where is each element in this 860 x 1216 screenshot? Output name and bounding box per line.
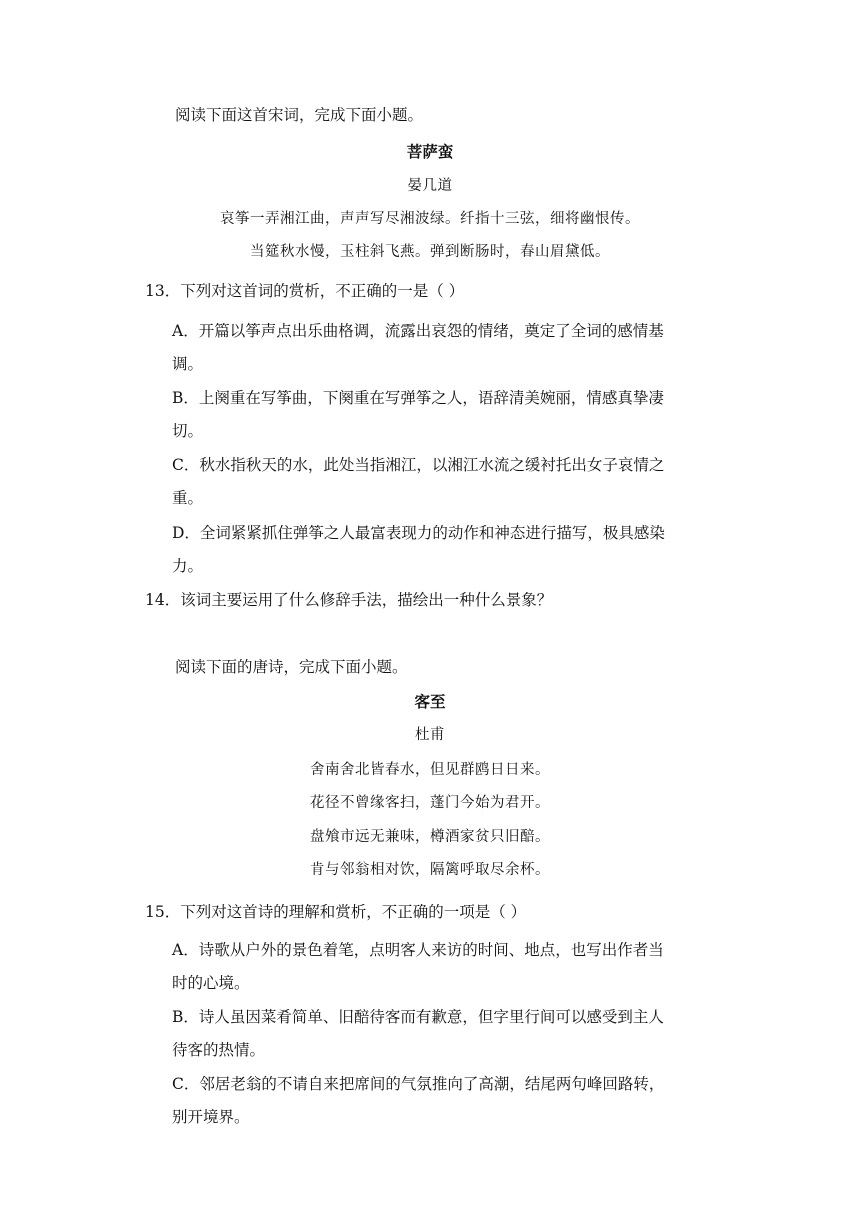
section1-intro: 阅读下面这首宋词，完成下面小题。 <box>175 106 424 124</box>
q13-stem: 13．下列对这首词的赏析，不正确的一是（ ） <box>145 282 465 300</box>
poem2-author: 杜甫 <box>415 727 445 743</box>
poem2-line-1: 舍南舍北皆春水，但见群鸥日日来。 <box>310 762 550 778</box>
q13-option-a-line2: 调。 <box>172 355 204 373</box>
poem2-line-3: 盘飧市远无兼味，樽酒家贫只旧醅。 <box>310 829 550 845</box>
q13-option-d-line2: 力。 <box>172 557 204 575</box>
poem2-line-4: 肯与邻翁相对饮，隔篱呼取尽余杯。 <box>310 862 550 878</box>
q13-option-a-line1: A．开篇以筝声点出乐曲格调，流露出哀怨的情绪，奠定了全词的感情基 <box>172 322 664 340</box>
q15-option-a-line2: 时的心境。 <box>172 974 250 992</box>
q13-option-b-line1: B．上阕重在写筝曲，下阕重在写弹筝之人，语辞清美婉丽，情感真挚凄 <box>172 389 664 407</box>
poem1-line-1: 哀筝一弄湘江曲，声声写尽湘波绿。纤指十三弦，细将幽恨传。 <box>220 211 640 227</box>
poem1-line-2: 当筵秋水慢，玉柱斜飞燕。弹到断肠时，春山眉黛低。 <box>250 244 610 260</box>
poem1-author: 晏几道 <box>407 178 453 194</box>
q15-option-b-line1: B．诗人虽因菜肴简单、旧醅待客而有歉意，但字里行间可以感受到主人 <box>172 1008 664 1026</box>
q15-option-b-line2: 待客的热情。 <box>172 1041 266 1059</box>
q15-stem: 15．下列对这首诗的理解和赏析，不正确的一项是（ ） <box>145 903 527 921</box>
q13-option-d-line1: D．全词紧紧抓住弹筝之人最富表现力的动作和神态进行描写，极具感染 <box>172 524 665 542</box>
q15-option-c-line1: C．邻居老翁的不请自来把席间的气氛推向了高潮，结尾两句峰回路转， <box>172 1075 665 1093</box>
poem2-title: 客至 <box>414 692 446 711</box>
poem1-title: 菩萨蛮 <box>406 142 454 161</box>
q15-option-a-line1: A．诗歌从户外的景色着笔，点明客人来访的时间、地点，也写出作者当 <box>172 941 664 959</box>
q13-option-c-line1: C．秋水指秋天的水，此处当指湘江，以湘江水流之缓衬托出女子哀情之 <box>172 456 665 474</box>
q15-option-c-line2: 别开境界。 <box>172 1108 250 1126</box>
section2-intro: 阅读下面的唐诗，完成下面小题。 <box>175 658 408 676</box>
q13-option-c-line2: 重。 <box>172 489 204 507</box>
q14-stem: 14．该词主要运用了什么修辞手法，描绘出一种什么景象？ <box>145 591 553 609</box>
q13-option-b-line2: 切。 <box>172 422 204 440</box>
poem2-line-2: 花径不曾缘客扫，蓬门今始为君开。 <box>310 795 550 811</box>
